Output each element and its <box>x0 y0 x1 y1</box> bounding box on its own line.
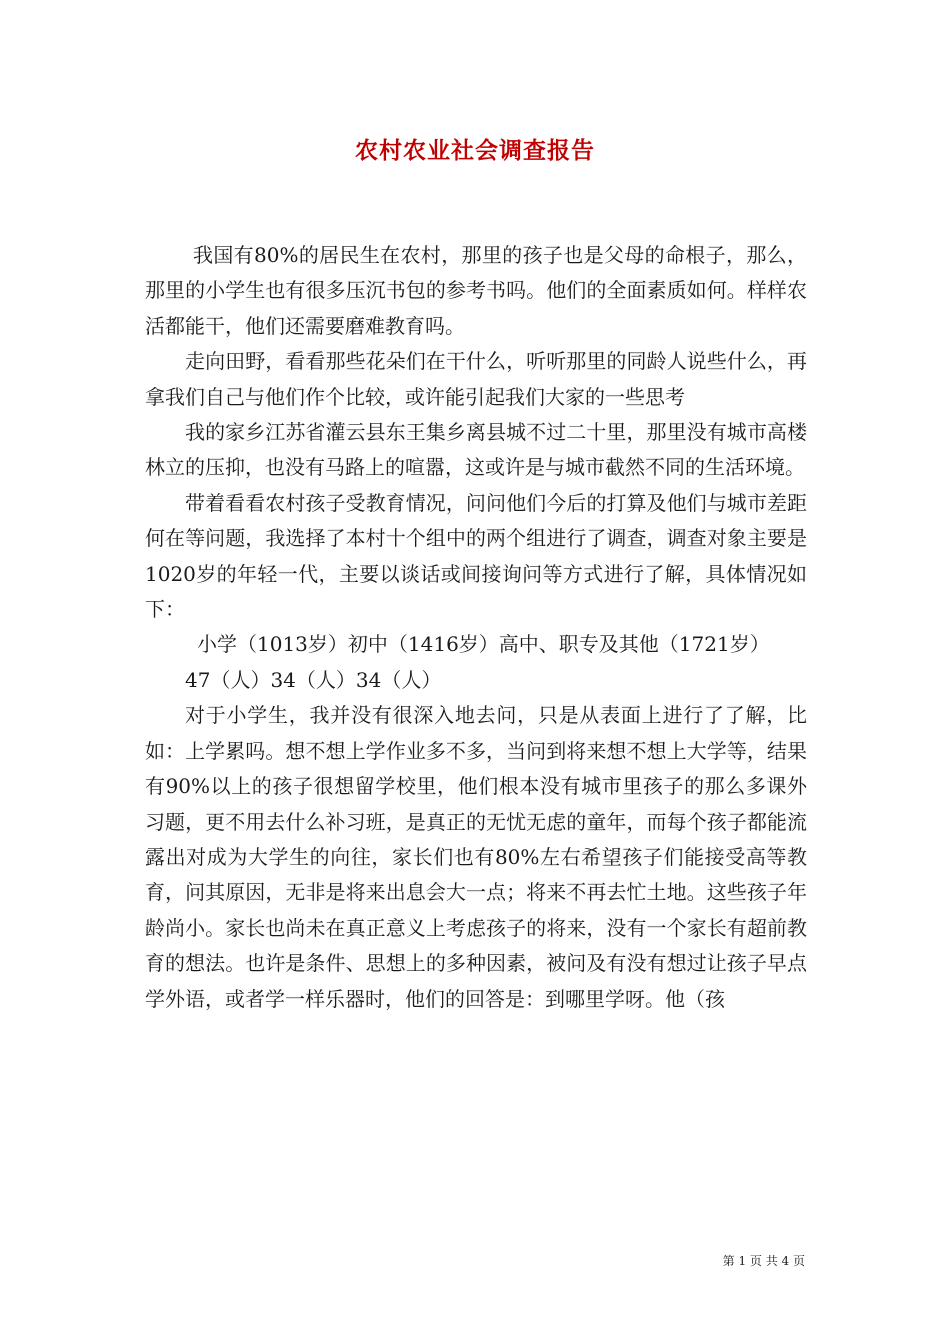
paragraph-survey-method: 带着看看农村孩子受教育情况，问问他们今后的打算及他们与城市差距何在等问题，我选择了本村十个组中的两个组进行了调查，调查对象主要是1020岁的年轻一代，主要以谈话或间接询问等方式进行了解，具体情况如下： <box>145 490 807 622</box>
paragraph-intro: 我国有80%的居民生在农村，那里的孩子也是父母的命根子，那么，那里的小学生也有很多压沉书包的参考书吗。他们的全面素质如何。样样农活都能干，他们还需要磨难教育吗。 <box>145 243 807 338</box>
page-number: 第 1 页 共 4 页 <box>722 1254 805 1268</box>
paragraph-primary-students: 对于小学生，我并没有很深入地去问，只是从表面上进行了了解，比如：上学累吗。想不想上学作业多不多，当问到将来想不想上大学等，结果有90%以上的孩子很想留学校里，他们根本没有城市里孩子的那么多课外习题，更不用去什么补习班，是真正的无忧无虑的童年，而每个孩子都能流露出对成为大学生的向往，家长们也有80%左右希望孩子们能接受高等教育，问其原因，无非是将来出息会大一点；将来不再去忙土地。这些孩子年龄尚小。家长也尚未在真正意义上考虑孩子的将来，没有一个家长有超前教育的想法。也许是条件、思想上的多种因素，被问及有没有想过让孩子早点学外语，或者学一样乐器时，他们的回答是：到哪里学呀。他（孩 <box>145 703 807 1011</box>
paragraph-counts: 47（人）34（人）34（人） <box>185 667 442 692</box>
paragraph-hometown: 我的家乡江苏省灌云县东王集乡离县城不过二十里，那里没有城市高楼林立的压抑，也没有马路上的喧嚣，这或许是与城市截然不同的生活环境。 <box>145 420 807 480</box>
paragraph-fields: 走向田野，看看那些花朵们在干什么，听听那里的同龄人说些什么，再拿我们自己与他们作个比较，或许能引起我们大家的一些思考 <box>145 349 807 409</box>
document-title: 农村农业社会调查报告 <box>355 137 595 164</box>
document-body <box>145 238 807 1017</box>
paragraph-age-groups: 小学（1013岁）初中（1416岁）高中、职专及其他（1721岁） <box>197 632 770 657</box>
